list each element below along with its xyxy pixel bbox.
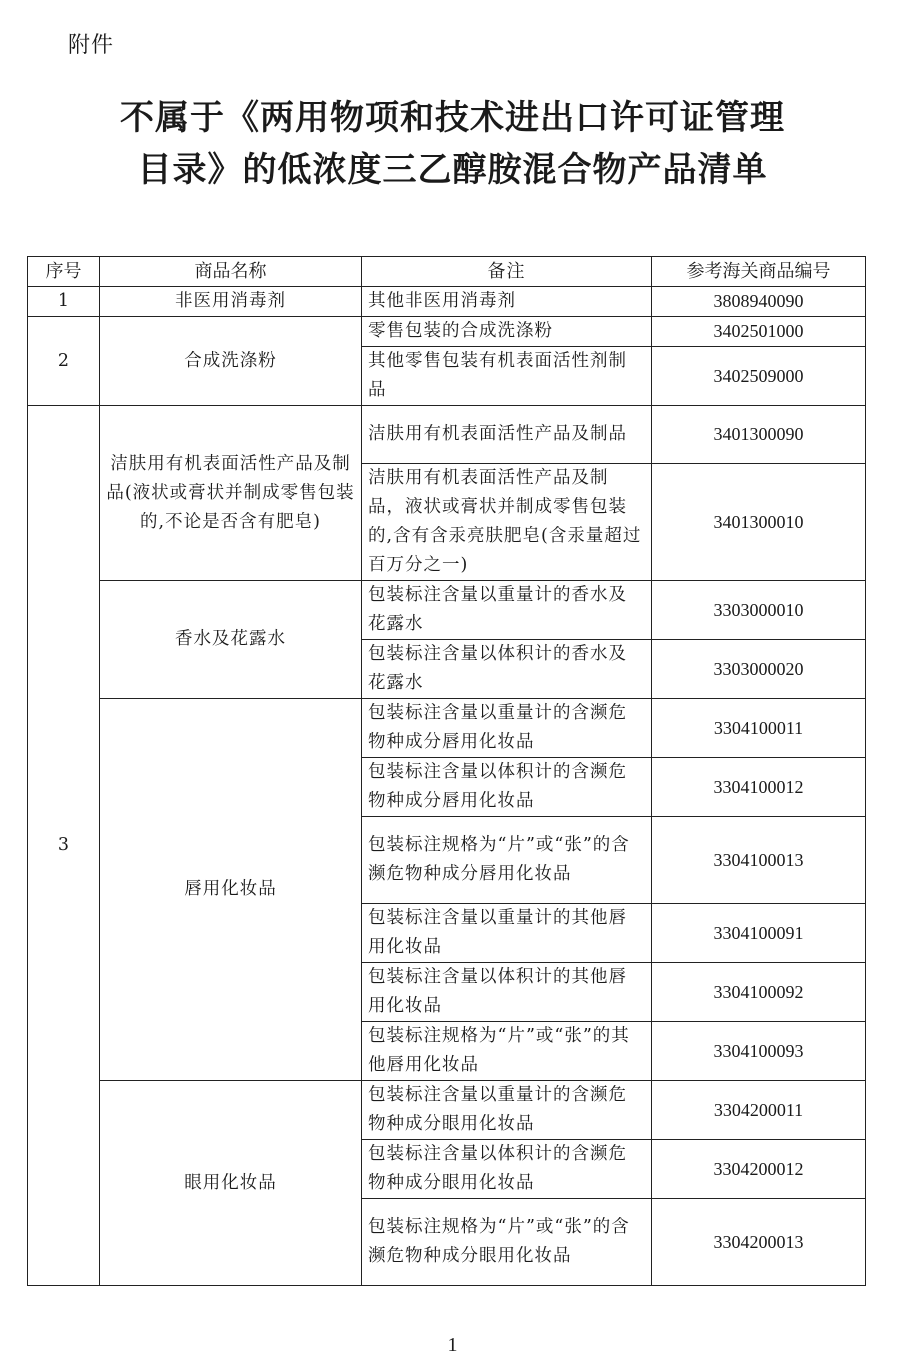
customs-code-cell: 3303000020: [652, 640, 866, 699]
customs-code-cell: 3304100011: [652, 699, 866, 758]
remarks-cell: 包装标注含量以体积计的其他唇用化妆品: [362, 963, 652, 1022]
header-serial-number: 序号: [28, 257, 100, 287]
remarks-cell: 包装标注含量以体积计的含濒危物种成分眼用化妆品: [362, 1140, 652, 1199]
remarks-cell: 洁肤用有机表面活性产品及制品，液状或膏状并制成零售包装的,含有含汞亮肤肥皂(含汞量超过百万分之一): [362, 464, 652, 581]
product-name-cell: 洁肤用有机表面活性产品及制品(液状或膏状并制成零售包装的,不论是否含有肥皂): [100, 406, 362, 581]
customs-code-cell: 3304100013: [652, 817, 866, 904]
remarks-cell: 其他非医用消毒剂: [362, 287, 652, 317]
serial-number-cell: 1: [28, 287, 100, 317]
customs-code-cell: 3304100093: [652, 1022, 866, 1081]
attachment-label: 附件: [68, 33, 115, 58]
customs-code-cell: 3304100091: [652, 904, 866, 963]
header-product-name: 商品名称: [100, 257, 362, 287]
product-name-cell: 香水及花露水: [100, 581, 362, 699]
customs-code-cell: 3304200011: [652, 1081, 866, 1140]
table-row: [28, 581, 866, 640]
remarks-cell: 包装标注含量以重量计的其他唇用化妆品: [362, 904, 652, 963]
product-name-cell: 眼用化妆品: [100, 1081, 362, 1286]
table-row: [28, 406, 866, 464]
remarks-cell: 包装标注含量以体积计的香水及花露水: [362, 640, 652, 699]
remarks-cell: 包装标注含量以重量计的含濒危物种成分唇用化妆品: [362, 699, 652, 758]
header-customs-code: 参考海关商品编号: [652, 257, 866, 287]
customs-code-cell: 3402509000: [652, 347, 866, 406]
customs-code-cell: 3304200012: [652, 1140, 866, 1199]
remarks-cell: 包装标注规格为“片”或“张”的含濒危物种成分眼用化妆品: [362, 1199, 652, 1286]
remarks-cell: 包装标注规格为“片”或“张”的其他唇用化妆品: [362, 1022, 652, 1081]
serial-number-cell: 2: [28, 317, 100, 406]
customs-code-cell: 3304200013: [652, 1199, 866, 1286]
page-number: 1: [447, 1334, 458, 1356]
header-remarks: 备注: [362, 257, 652, 287]
table-row: [28, 317, 866, 347]
customs-code-cell: 3401300010: [652, 464, 866, 581]
table-row: [28, 1081, 866, 1140]
product-name-cell: 合成洗涤粉: [100, 317, 362, 406]
customs-code-cell: 3402501000: [652, 317, 866, 347]
serial-number-cell: 3: [28, 406, 100, 1286]
customs-code-cell: 3401300090: [652, 406, 866, 464]
remarks-cell: 其他零售包装有机表面活性剂制品: [362, 347, 652, 406]
document-title-line-1: 不属于《两用物项和技术进出口许可证管理: [120, 98, 785, 138]
remarks-cell: 包装标注规格为“片”或“张”的含濒危物种成分唇用化妆品: [362, 817, 652, 904]
customs-code-cell: 3304100092: [652, 963, 866, 1022]
remarks-cell: 洁肤用有机表面活性产品及制品: [362, 406, 652, 464]
table-row: [28, 287, 866, 317]
remarks-cell: 包装标注含量以重量计的香水及花露水: [362, 581, 652, 640]
remarks-cell: 零售包装的合成洗涤粉: [362, 317, 652, 347]
customs-code-cell: 3304100012: [652, 758, 866, 817]
remarks-cell: 包装标注含量以体积计的含濒危物种成分唇用化妆品: [362, 758, 652, 817]
remarks-cell: 包装标注含量以重量计的含濒危物种成分眼用化妆品: [362, 1081, 652, 1140]
product-name-cell: 唇用化妆品: [100, 699, 362, 1081]
customs-code-cell: 3808940090: [652, 287, 866, 317]
product-name-cell: 非医用消毒剂: [100, 287, 362, 317]
product-list-table: [27, 256, 866, 1286]
document-title-line-2: 目录》的低浓度三乙醇胺混合物产品清单: [137, 150, 768, 190]
table-header-row: [28, 257, 866, 287]
customs-code-cell: 3303000010: [652, 581, 866, 640]
table-row: [28, 699, 866, 758]
